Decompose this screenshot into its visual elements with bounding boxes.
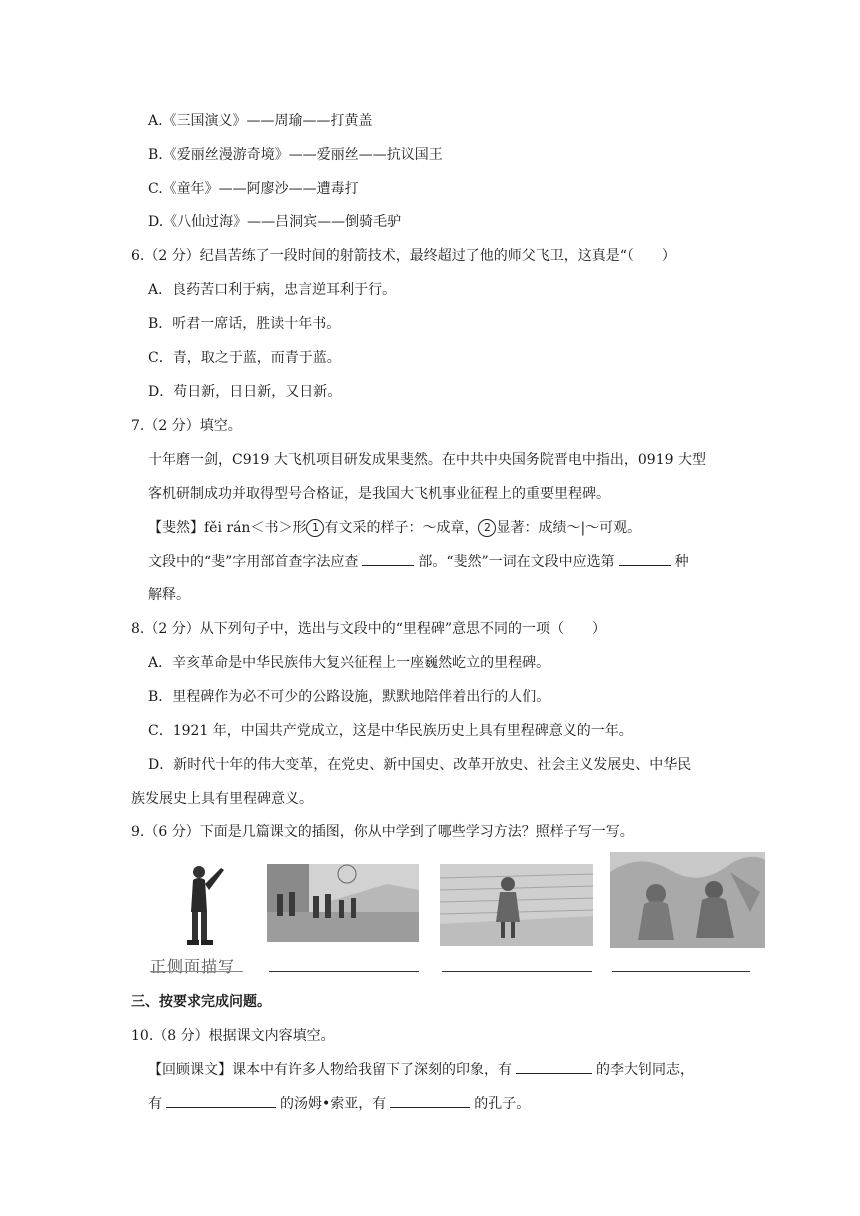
q8-option-d-continued: 族发展史上具有里程碑意义。 bbox=[131, 791, 313, 807]
q10-stem: 10.（8 分）根据课文内容填空。 bbox=[131, 1028, 335, 1044]
q10-text-2b: 的汤姆•索亚，有 bbox=[280, 1096, 387, 1112]
q7-fill-line bbox=[148, 551, 689, 572]
q8-option-c: C．1921 年，中国共产党成立，这是中华民族历史上具有里程碑意义的一年。 bbox=[148, 723, 633, 739]
illustration-row bbox=[145, 852, 765, 977]
answer-line-3[interactable] bbox=[612, 971, 750, 972]
q7-fill-text-c: 种 bbox=[674, 554, 689, 570]
q6-option-d: D．苟日新，日日新，又日新。 bbox=[148, 384, 342, 400]
q6-option-c: C．青，取之于蓝，而青于蓝。 bbox=[148, 350, 341, 366]
q5-option-b: B.《爱丽丝漫游奇境》——爱丽丝——抗议国王 bbox=[148, 147, 443, 163]
example-figure-illustration bbox=[175, 860, 239, 950]
q8-stem: 8.（2 分）从下列句子中，选出与文段中的“里程碑”意思不同的一项（ ） bbox=[131, 621, 607, 637]
illustration-3 bbox=[610, 852, 765, 948]
q7-passage-line-2: 客机研制成功并取得型号合格证，是我国大飞机事业征程上的重要里程碑。 bbox=[148, 486, 610, 502]
answer-line-2[interactable] bbox=[442, 971, 592, 972]
q5-option-a: A.《三国演义》——周瑜——打黄盖 bbox=[148, 113, 373, 129]
q10-text-2a: 有 bbox=[148, 1096, 162, 1112]
q8-option-b: B．里程碑作为必不可少的公路设施，默默地陪伴着出行的人们。 bbox=[148, 689, 551, 705]
q7-answer-blank-1[interactable] bbox=[362, 551, 414, 566]
q10-line-2 bbox=[148, 1093, 530, 1114]
q10-answer-blank-3[interactable] bbox=[390, 1093, 470, 1108]
circled-number-1: 1 bbox=[306, 519, 324, 537]
example-underline bbox=[150, 971, 243, 972]
section-3-title: 三、按要求完成问题。 bbox=[131, 994, 271, 1010]
q6-stem: 6.（2 分）纪昌苦练了一段时间的射箭技术，最终超过了他的师父飞卫，这真是“（ ） bbox=[131, 248, 676, 264]
illustration-1 bbox=[267, 864, 419, 942]
q9-stem: 9.（6 分）下面是几篇课文的插图，你从中学到了哪些学习方法？照样子写一写。 bbox=[131, 824, 634, 840]
q7-stem: 7.（2 分）填空。 bbox=[131, 418, 242, 434]
q6-option-a: A．良药苦口利于病，忠言逆耳利于行。 bbox=[148, 282, 397, 298]
q7-dictionary-entry bbox=[148, 518, 641, 538]
q7-fill-text-a: 文段中的“斐”字用部首查字法应查 bbox=[148, 554, 359, 570]
q10-line-1 bbox=[148, 1059, 694, 1080]
illustration-2 bbox=[440, 864, 593, 946]
q7-fill-text-b: 部。“斐然”一词在文段中应选第 bbox=[418, 554, 615, 570]
q7-passage-line-1: 十年磨一剑，C919 大飞机项目研发成果斐然。在中共中央国务院晋电中指出，0919 大型 bbox=[148, 452, 706, 468]
q10-text-1a: 【回顾课文】课本中有许多人物给我留下了深刻的印象，有 bbox=[148, 1062, 512, 1078]
q10-text-1b: 的李大钊同志， bbox=[596, 1062, 694, 1078]
q10-answer-blank-2[interactable] bbox=[166, 1093, 276, 1108]
q7-answer-blank-2[interactable] bbox=[619, 551, 671, 566]
dict-sense-1: 有文采的样子：～成章， bbox=[324, 520, 479, 536]
q7-fill-line-2: 解释。 bbox=[148, 587, 190, 603]
answer-line-1[interactable] bbox=[269, 971, 419, 972]
q8-option-d: D．新时代十年的伟大变革，在党史、新中国史、改革开放史、社会主义发展史、中华民 bbox=[148, 757, 692, 773]
q5-option-c: C.《童年》——阿廖沙——遭毒打 bbox=[148, 181, 359, 197]
dict-head: 【斐然】fěi rán＜书＞形 bbox=[148, 520, 307, 536]
q5-option-d: D.《八仙过海》——吕洞宾——倒骑毛驴 bbox=[148, 214, 402, 230]
q6-option-b: B．听君一席话，胜读十年书。 bbox=[148, 316, 341, 332]
circled-number-2: 2 bbox=[478, 519, 496, 537]
q8-option-a: A．辛亥革命是中华民族伟大复兴征程上一座巍然屹立的里程碑。 bbox=[148, 655, 551, 671]
q10-text-2c: 的孔子。 bbox=[474, 1096, 531, 1112]
example-label: 正侧面描写 bbox=[150, 957, 236, 976]
q10-answer-blank-1[interactable] bbox=[516, 1059, 592, 1074]
dict-sense-2: 显著：成绩～|～可观。 bbox=[496, 520, 642, 536]
